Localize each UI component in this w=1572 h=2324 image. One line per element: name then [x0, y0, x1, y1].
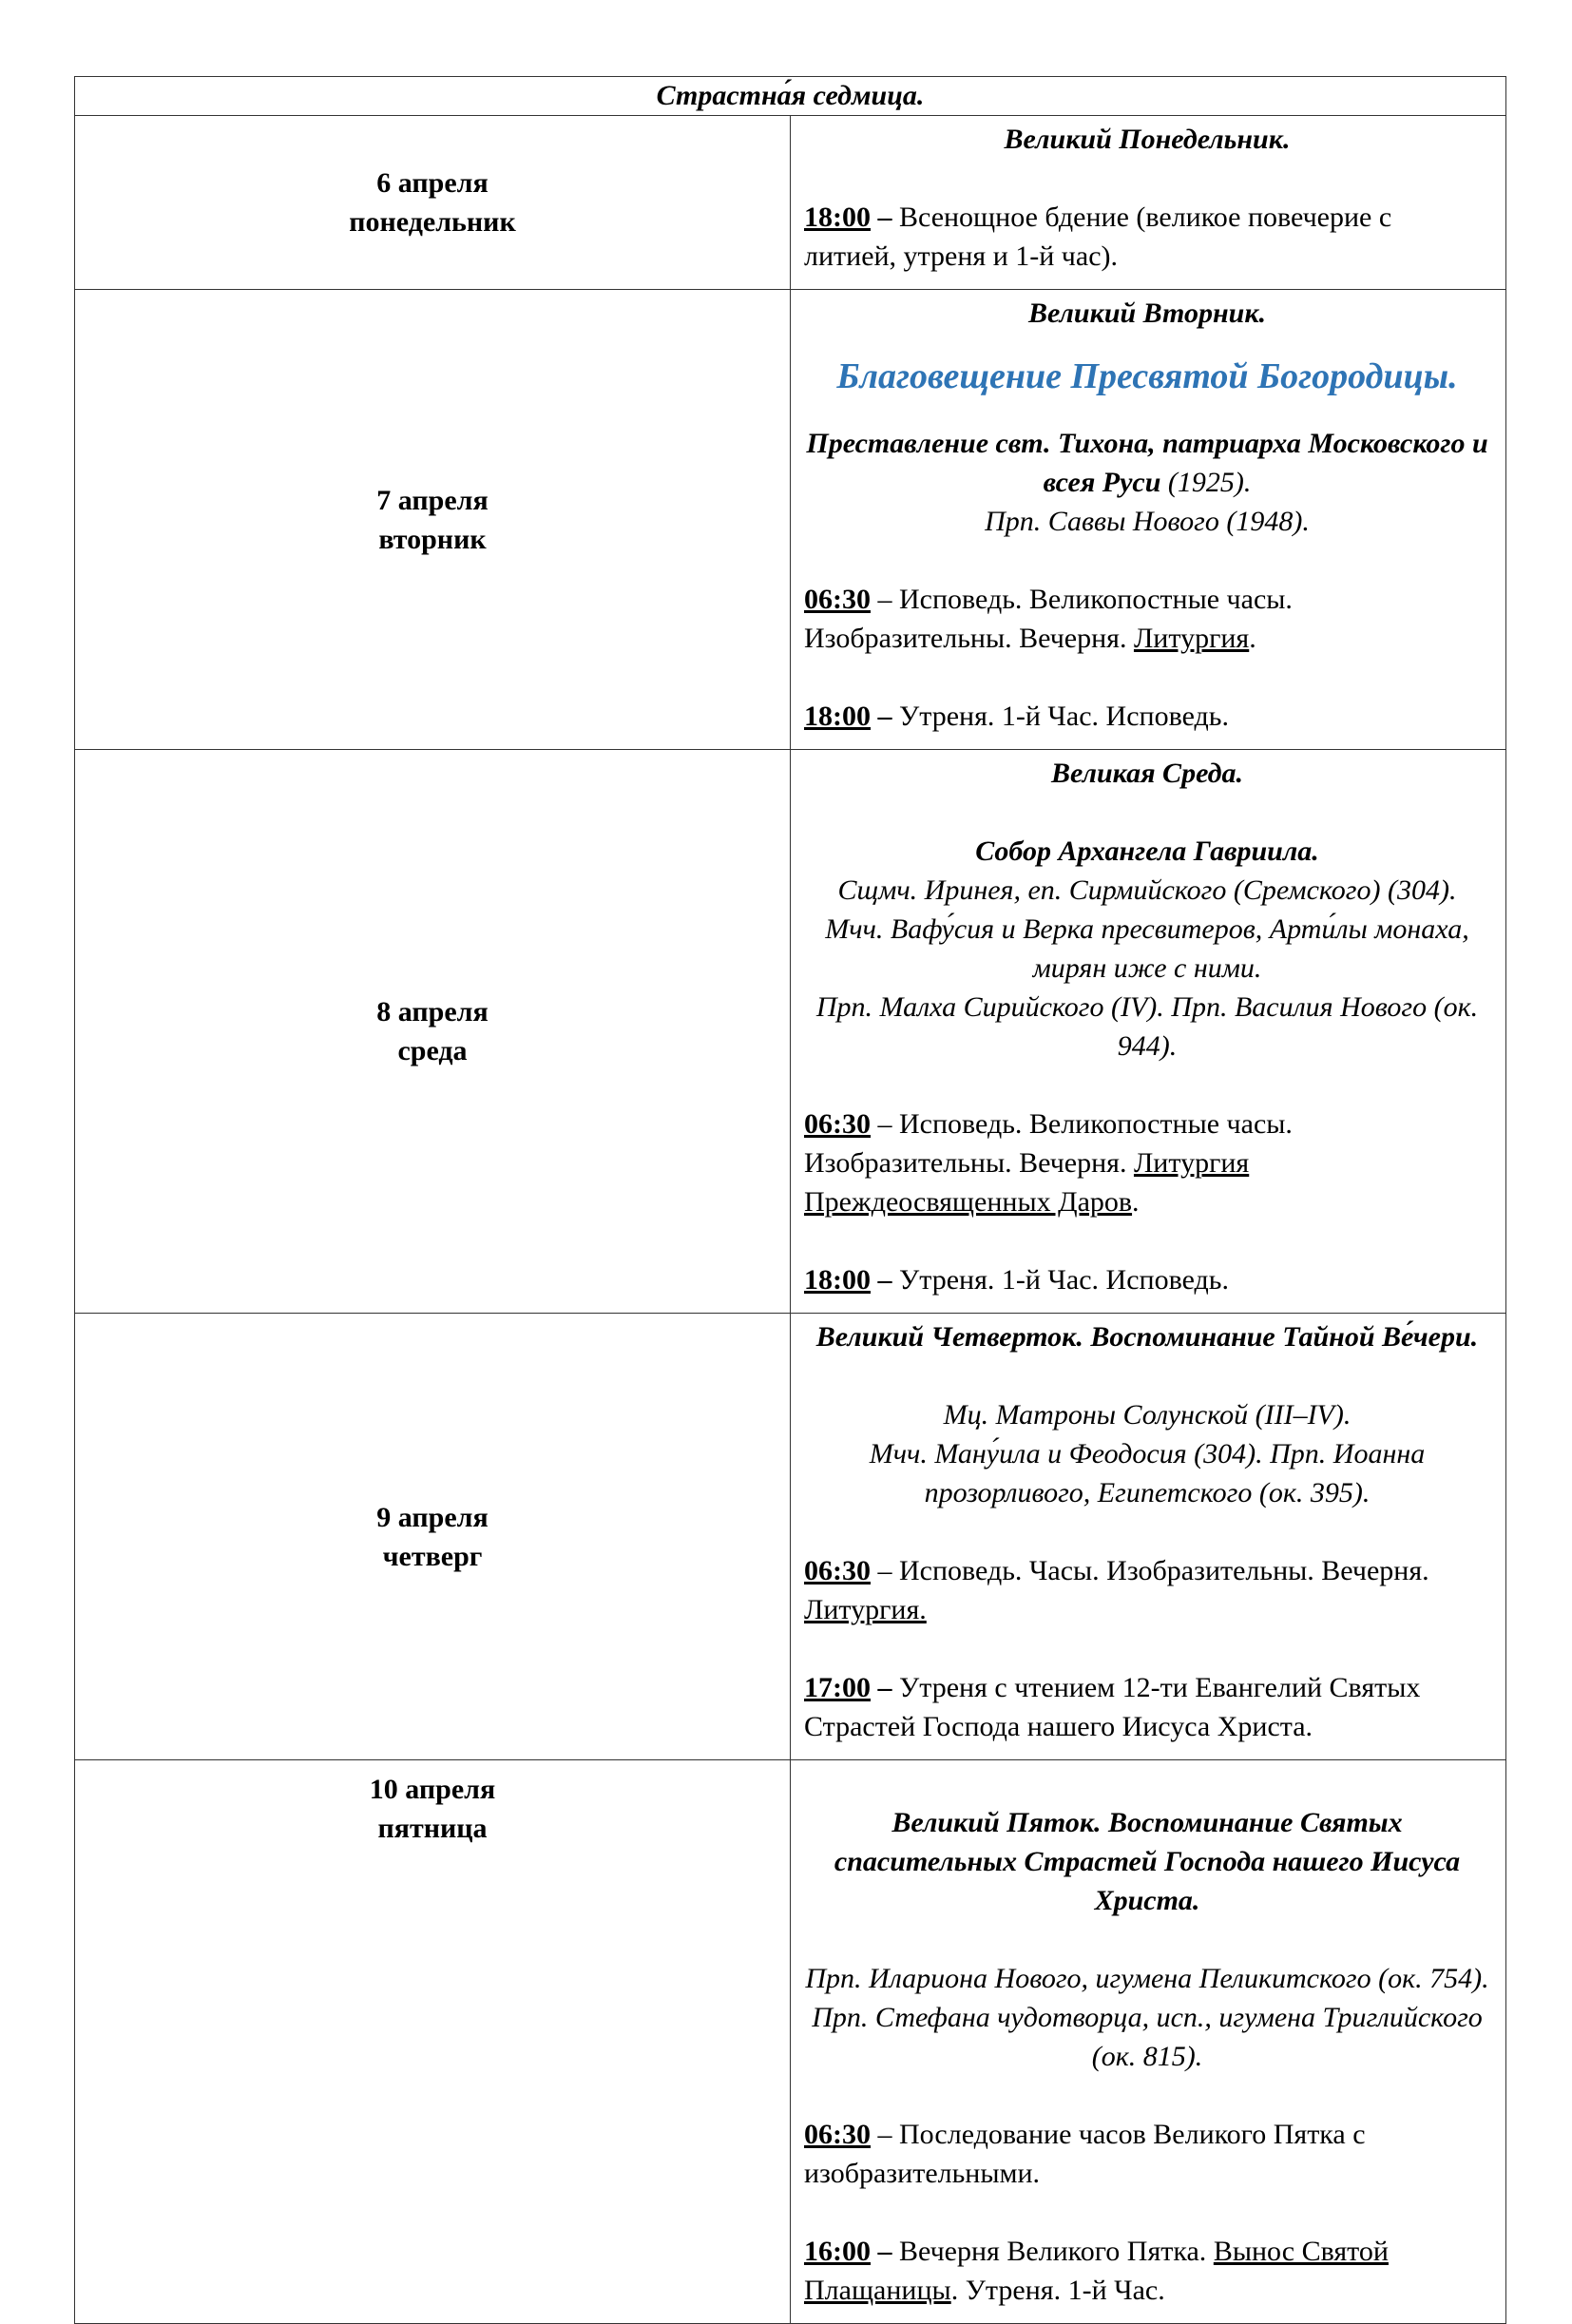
- saints-bold: Собор Архангела Гавриила.: [975, 835, 1319, 867]
- table-row: [75, 290, 1506, 750]
- schedule-table: [74, 76, 1506, 2324]
- weekday: среда: [397, 1035, 468, 1066]
- service-line: 18:00 – Утреня. 1-й Час. Исповедь.: [804, 701, 1229, 732]
- service-text: Утреня. 1-й Час. Исповедь.: [899, 1264, 1229, 1296]
- service-text: Последование часов Великого Пятка с изобразительными.: [804, 2119, 1366, 2189]
- day-content: [791, 750, 1506, 1314]
- service-time: 06:30: [804, 1555, 871, 1586]
- schedule-page: [74, 76, 1506, 2324]
- saints-line: Прп. Малха Сирийского (IV). Прп. Василия Нового (ок. 944).: [815, 991, 1479, 1062]
- day-title: Великий Четверток. Воспоминание Тайной Ве́чери.: [815, 1321, 1479, 1353]
- saints-line: Мчч. Вафу́сия и Верка пресвитеров, Арти́лы монаха, мирян иже с ними.: [825, 913, 1469, 984]
- saints-line: Мц. Матроны Солунской (III–IV).: [943, 1399, 1352, 1431]
- day-title: Великая Среда.: [1050, 758, 1244, 789]
- saints-bold-tail: (1925).: [1160, 467, 1252, 498]
- service-time: 18:00: [804, 701, 871, 732]
- service-text: Вечерня Великого Пятка.: [899, 2236, 1214, 2267]
- date-cell: [75, 1314, 791, 1760]
- date-cell: [75, 116, 791, 290]
- service-time: 16:00: [804, 2236, 871, 2267]
- table-row: [75, 750, 1506, 1314]
- service-link[interactable]: Литургия: [1133, 623, 1250, 654]
- service-text: Всенощное бдение (великое повечерие с литией, утреня и 1-й час).: [804, 202, 1392, 272]
- date-cell: [75, 290, 791, 750]
- date: 8 апреля: [376, 996, 489, 1028]
- date-cell: [75, 1760, 791, 2324]
- service-link[interactable]: Вынос Святой Плащаницы: [804, 2236, 1389, 2306]
- saints-line: Сщмч. Иринея, еп. Сирмийского (Сремского) (304).: [837, 874, 1457, 906]
- service-text: Исповедь. Часы. Изобразительны. Вечерня.: [899, 1555, 1429, 1586]
- service-time: 17:00: [804, 1672, 871, 1703]
- saints-line: Прп. Илариона Нового, игумена Пеликитского (ок. 754). Прп. Стефана чудотворца, исп., игумена Триглийского (ок. 815).: [805, 1963, 1489, 2072]
- service-line: 18:00 – Утреня. 1-й Час. Исповедь.: [804, 1264, 1229, 1296]
- service-link[interactable]: Литургия Преждеосвященных Даров: [804, 1147, 1250, 1218]
- weekday: четверг: [382, 1540, 483, 1572]
- service-text: Исповедь. Великопостные часы. Изобразительны. Вечерня.: [804, 584, 1293, 654]
- weekday: пятница: [377, 1813, 488, 1844]
- date-cell: [75, 750, 791, 1314]
- feast-title: Благовещение Пресвятой Богородицы.: [836, 356, 1458, 396]
- service-time: 06:30: [804, 584, 871, 615]
- day-title: Великий Вторник.: [1027, 298, 1267, 329]
- week-title-row: [75, 77, 1506, 116]
- date: 9 апреля: [376, 1501, 489, 1533]
- service-line: 06:30 – Исповедь. Часы. Изобразительны. Вечерня. Литургия.: [804, 1555, 1429, 1625]
- saints-line: Мчч. Ману́ила и Феодосия (304). Прп. Иоанна прозорливого, Египетского (ок. 395).: [869, 1438, 1426, 1508]
- date: 6 апреля: [376, 167, 489, 199]
- day-content: [791, 1314, 1506, 1760]
- day-content: [791, 1760, 1506, 2324]
- date: 10 апреля: [369, 1774, 496, 1805]
- service-line: 18:00 – Всенощное бдение (великое повечерие с литией, утреня и 1-й час).: [804, 202, 1392, 272]
- table-row: [75, 116, 1506, 290]
- weekday: вторник: [378, 523, 487, 555]
- service-text: Утреня. 1-й Час. Исповедь.: [899, 701, 1229, 732]
- saints-line: [804, 424, 1490, 502]
- day-title: Великий Понедельник.: [1004, 124, 1291, 155]
- service-time: 06:30: [804, 2119, 871, 2150]
- saints-line: Прп. Саввы Нового (1948).: [985, 506, 1310, 537]
- day-title: Великий Пяток. Воспоминание Святых спасительных Страстей Господа нашего Иисуса Христа.: [834, 1807, 1461, 1916]
- service-text: Утреня с чтением 12-ти Евангелий Святых Страстей Господа нашего Иисуса Христа.: [804, 1672, 1421, 1742]
- service-line: 17:00 – Утреня с чтением 12-ти Евангелий Святых Страстей Господа нашего Иисуса Христа.: [804, 1672, 1421, 1742]
- service-link[interactable]: Литургия.: [804, 1594, 927, 1625]
- weekday: понедельник: [349, 206, 516, 238]
- service-time: 18:00: [804, 1264, 871, 1296]
- date: 7 апреля: [376, 484, 489, 516]
- service-line: 06:30 – Исповедь. Великопостные часы. Изобразительны. Вечерня. Литургия.: [804, 584, 1293, 654]
- service-time: 06:30: [804, 1108, 871, 1140]
- service-line: 06:30 – Последование часов Великого Пятка с изобразительными.: [804, 2119, 1366, 2189]
- day-content: [791, 116, 1506, 290]
- service-text: Исповедь. Великопостные часы. Изобразительны. Вечерня.: [804, 1108, 1293, 1179]
- table-row: [75, 1760, 1506, 2324]
- day-content: [791, 290, 1506, 750]
- table-row: [75, 1314, 1506, 1760]
- saints-bold: Преставление свт. Тихона, патриарха Московского и всея Руси: [806, 428, 1488, 498]
- week-title: Страстна́я седмица.: [75, 77, 1506, 116]
- service-line: 16:00 – Вечерня Великого Пятка. Вынос Святой Плащаницы. Утреня. 1-й Час.: [804, 2236, 1389, 2306]
- service-time: 18:00: [804, 202, 871, 233]
- service-line: 06:30 – Исповедь. Великопостные часы. Изобразительны. Вечерня. Литургия Преждеосвященных Даров.: [804, 1108, 1293, 1218]
